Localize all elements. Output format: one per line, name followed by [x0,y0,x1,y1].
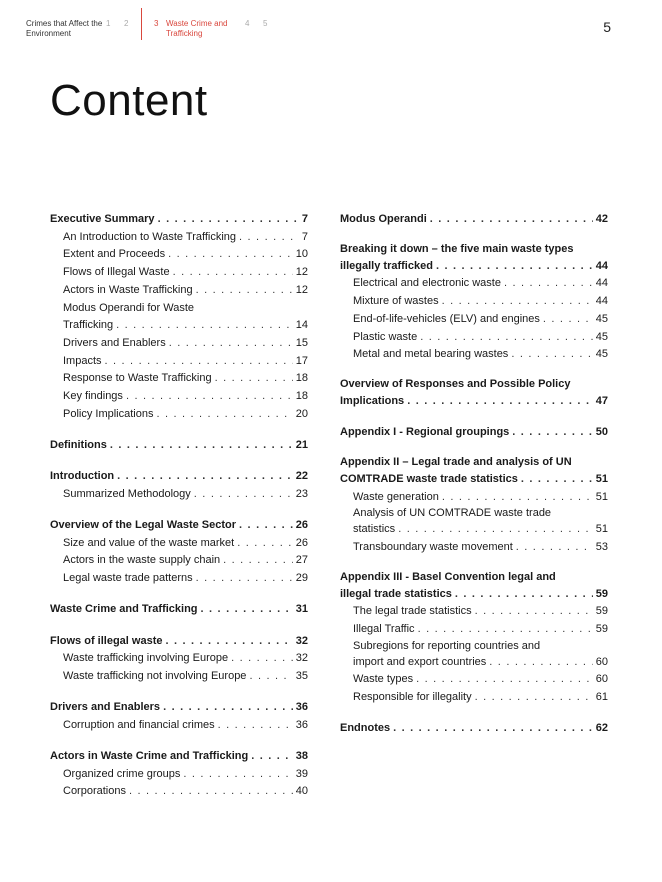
toc-entry[interactable]: Transboundary waste movement . . . 53 [340,539,608,557]
toc-entry[interactable]: Waste types . . . 60 [340,671,608,689]
toc-entry[interactable]: Response to Waste Trafficking . . . 18 [50,370,308,388]
nav-chapter-5[interactable]: 5 [263,19,268,28]
toc-entry[interactable]: Flows of Illegal Waste . . . 12 [50,264,308,282]
toc-entry[interactable]: import and export countries . . . 60 [340,654,608,672]
toc-entry[interactable]: Modus Operandi . . . 42 [340,211,608,229]
toc-entry[interactable]: Drivers and Enablers . . . 15 [50,335,308,353]
toc-left-column [50,211,308,801]
toc-entry[interactable]: Plastic waste . . . 45 [340,329,608,347]
toc-entry[interactable]: Extent and Proceeds . . . 10 [50,246,308,264]
nav-chapter-3-label[interactable]: Waste Crime and Trafficking [166,19,228,38]
toc-entry[interactable]: Trafficking . . . 14 [50,317,308,335]
toc-entry-line1[interactable]: Appendix II – Legal trade and analysis of UN [340,456,572,469]
toc-entry[interactable]: End-of-life-vehicles (ELV) and engines . . . 45 [340,311,608,329]
nav-chapter-2[interactable]: 2 [124,19,129,28]
toc-entry[interactable]: Waste generation . . . 51 [340,489,608,507]
toc-entry[interactable]: Drivers and Enablers . . . 36 [50,699,308,717]
toc-entry[interactable]: Executive Summary . . . 7 [50,211,308,229]
toc-entry[interactable]: Size and value of the waste market . . . 26 [50,535,308,553]
nav-chapter-1[interactable]: 1 [106,19,111,28]
toc-right-column [340,211,608,738]
toc-entry[interactable]: Waste trafficking involving Europe . . . 32 [50,650,308,668]
toc-entry[interactable]: Summarized Methodology . . . 23 [50,486,308,504]
toc-entry[interactable]: Waste Crime and Trafficking . . . 31 [50,601,308,619]
active-chapter-marker [141,8,142,40]
toc-entry[interactable]: COMTRADE waste trade statistics . . . 51 [340,471,608,489]
toc-entry[interactable]: Impacts . . . 17 [50,353,308,371]
toc-entry[interactable]: An Introduction to Waste Trafficking . . . 7 [50,229,308,247]
toc-entry[interactable]: Key findings . . . 18 [50,388,308,406]
toc-entry[interactable]: illegal trade statistics . . . 59 [340,586,608,604]
toc-entry[interactable]: Policy Implications . . . 20 [50,406,308,424]
toc-entry-line1[interactable]: Subregions for reporting countries and [353,639,541,652]
toc-entry[interactable]: Responsible for illegality . . . 61 [340,689,608,707]
toc-entry[interactable]: Illegal Traffic . . . 59 [340,621,608,639]
toc-entry[interactable]: Metal and metal bearing wastes . . . 45 [340,346,608,364]
toc-entry[interactable]: Appendix I - Regional groupings . . . 50 [340,424,608,442]
toc-entry-line1[interactable]: Breaking it down – the five main waste types [340,243,574,256]
toc-entry[interactable]: illegally trafficked . . . 44 [340,258,608,276]
toc-entry[interactable]: Actors in Waste Crime and Trafficking . . . 38 [50,748,308,766]
toc-entry[interactable]: Implications . . . 47 [340,393,608,411]
toc-entry[interactable]: Electrical and electronic waste . . . 44 [340,275,608,293]
toc-entry[interactable]: Actors in the waste supply chain . . . 27 [50,552,308,570]
toc-entry-line1[interactable]: Appendix III - Basel Convention legal and [340,571,556,584]
toc-entry[interactable]: Mixture of wastes . . . 44 [340,293,608,311]
toc-entry[interactable]: Definitions . . . 21 [50,437,308,455]
toc-entry[interactable]: Flows of illegal waste . . . 32 [50,633,308,651]
toc-entry[interactable]: Organized crime groups . . . 39 [50,766,308,784]
toc-entry[interactable]: statistics . . . 51 [340,521,608,539]
toc-entry-line1[interactable]: Modus Operandi for Waste [63,301,195,314]
nav-chapter-3[interactable]: 3 [154,19,159,28]
toc-entry[interactable]: Legal waste trade patterns . . . 29 [50,570,308,588]
toc-entry[interactable]: Introduction . . . 22 [50,468,308,486]
document-title: Crimes that Affect the Environment [26,19,103,38]
toc-entry[interactable]: Actors in Waste Trafficking . . . 12 [50,282,308,300]
nav-chapter-4[interactable]: 4 [245,19,250,28]
toc-entry[interactable]: Corporations . . . 40 [50,783,308,801]
toc-entry[interactable]: Endnotes . . . 62 [340,720,608,738]
toc-entry[interactable]: The legal trade statistics . . . 59 [340,603,608,621]
toc-entry[interactable]: Overview of the Legal Waste Sector . . . 26 [50,517,308,535]
toc-entry-line1[interactable]: Analysis of UN COMTRADE waste trade [353,507,552,520]
toc-entry[interactable]: Corruption and financial crimes . . . 36 [50,717,308,735]
page-number: 5 [603,19,611,35]
page-title: Content [50,76,208,125]
toc-entry[interactable]: Waste trafficking not involving Europe . . . 35 [50,668,308,686]
toc-entry-line1[interactable]: Overview of Responses and Possible Policy [340,378,571,391]
